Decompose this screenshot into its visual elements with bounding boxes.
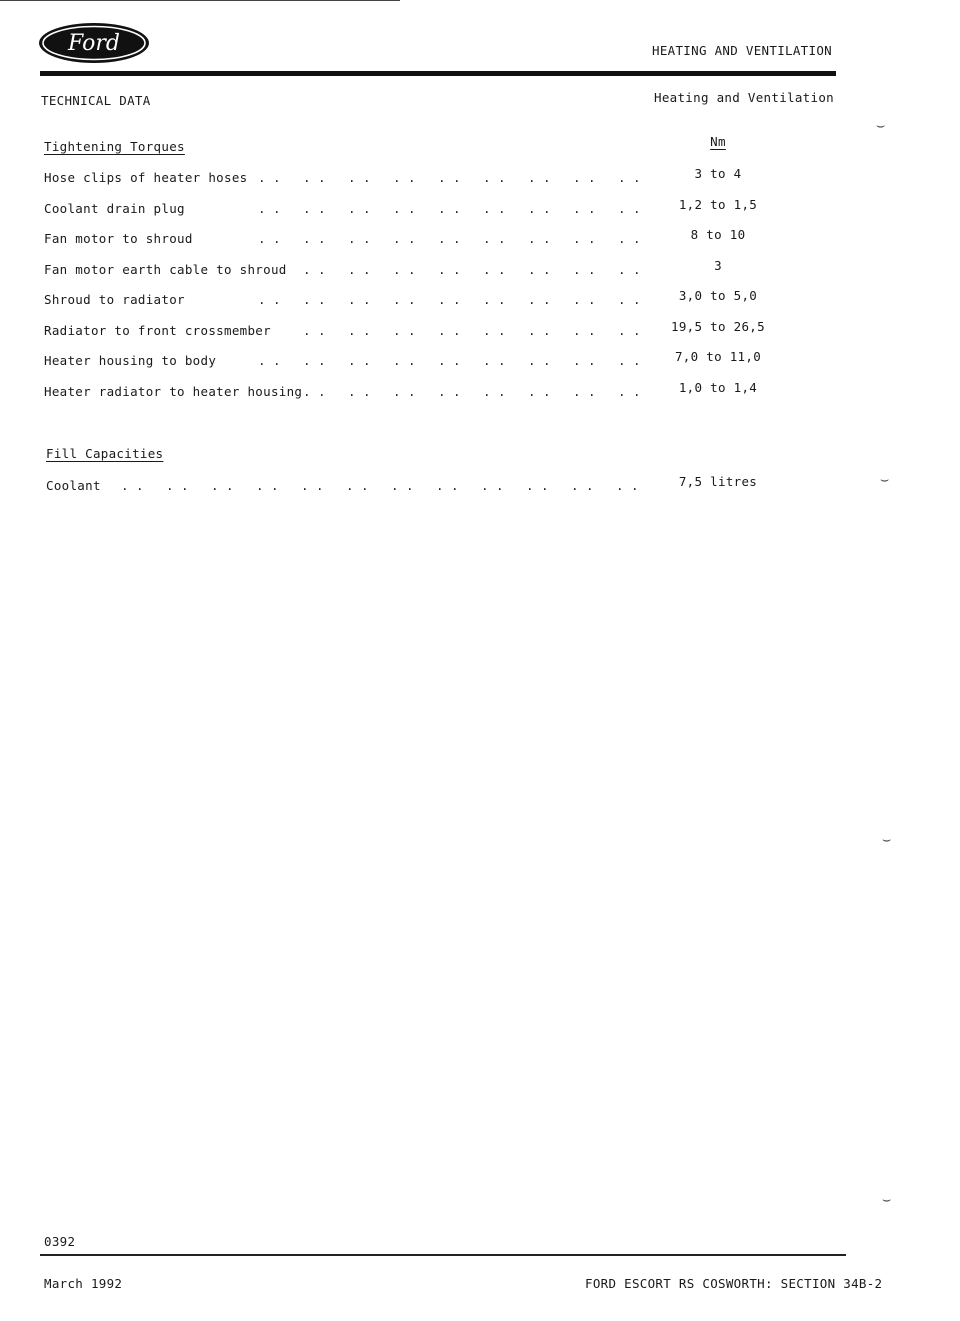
torque-value: 1,2 to 1,5 (678, 196, 758, 212)
leader-dots: . . (121, 478, 144, 493)
leader-dots: . . (528, 261, 551, 277)
leader-dots: . . (528, 200, 551, 216)
leader-dots: . . (348, 170, 371, 185)
leader-dots: . . (346, 478, 369, 493)
torque-label: Shroud to radiator (44, 292, 185, 307)
torque-label: Heater radiator to heater housing (44, 383, 303, 399)
fill-value: 7,5 litres (678, 474, 758, 489)
leader-dots: . . (481, 478, 504, 493)
page-code: 0392 (44, 1234, 76, 1249)
section-title: HEATING AND VENTILATION (652, 43, 832, 58)
leader-dots: . . (573, 322, 596, 338)
torque-value: 7,0 to 11,0 (674, 349, 762, 364)
leader-dots: . . (528, 353, 551, 368)
leader-dots: . . (258, 292, 281, 307)
leader-dots: . . (303, 200, 326, 216)
leader-dots: . . (618, 383, 641, 399)
leader-dots: . . (303, 170, 326, 185)
leader-dots: . . (391, 478, 414, 493)
leader-dots: . . (348, 261, 371, 277)
margin-tick-icon: ⌣ (876, 118, 886, 134)
leader-dots: . . (528, 292, 551, 307)
leader-dots: . . (438, 261, 461, 277)
leader-dots: . . (438, 353, 461, 368)
leader-dots: . . (438, 231, 461, 246)
leader-dots: . . (211, 478, 234, 493)
leader-dots: . . (483, 292, 506, 307)
leader-dots: . . (303, 231, 326, 246)
leader-dots: . . (303, 383, 326, 399)
chapter-label: Heating and Ventilation (654, 90, 834, 105)
torque-label: Radiator to front crossmember (44, 322, 271, 338)
leader-dots: . . (438, 200, 461, 216)
leader-dots: . . (573, 292, 596, 307)
leader-dots: . . (393, 261, 416, 277)
fill-heading: Fill Capacities (46, 446, 164, 461)
leader-dots: . . (483, 322, 506, 338)
leader-dots: . . (618, 261, 641, 277)
leader-dots: . . (571, 478, 594, 493)
leader-dots: . . (258, 170, 281, 185)
technical-data-label: TECHNICAL DATA (41, 93, 151, 108)
leader-dots: . . (528, 322, 551, 338)
torque-label: Coolant drain plug (44, 200, 185, 216)
leader-dots: . . (303, 292, 326, 307)
leader-dots: . . (303, 322, 326, 338)
torque-value: 3,0 to 5,0 (678, 288, 758, 303)
torque-label: Fan motor earth cable to shroud (44, 261, 287, 277)
leader-dots: . . (393, 383, 416, 399)
footer-rule (40, 1254, 846, 1256)
header-rule (40, 71, 836, 76)
leader-dots: . . (438, 322, 461, 338)
leader-dots: . . (438, 292, 461, 307)
leader-dots: . . (573, 383, 596, 399)
leader-dots: . . (301, 478, 324, 493)
unit-label: Nm (710, 134, 726, 149)
leader-dots: . . (166, 478, 189, 493)
leader-dots: . . (483, 231, 506, 246)
torque-value: 3 to 4 (694, 166, 742, 181)
leader-dots: . . (348, 231, 371, 246)
torque-label: Heater housing to body (44, 353, 217, 368)
leader-dots: . . (436, 478, 459, 493)
top-edge-line (0, 0, 400, 1)
leader-dots: . . (393, 170, 416, 185)
margin-tick-icon: ⌣ (880, 472, 890, 488)
leader-dots: . . (393, 200, 416, 216)
leader-dots: . . (616, 478, 639, 493)
leader-dots: . . (438, 170, 461, 185)
leader-dots: . . (483, 353, 506, 368)
margin-tick-icon: ⌣ (882, 1192, 892, 1208)
leader-dots: . . (618, 322, 641, 338)
leader-dots: . . (483, 261, 506, 277)
leader-dots: . . (393, 292, 416, 307)
logo-wordmark: Ford (68, 31, 120, 56)
footer-date: March 1992 (44, 1276, 123, 1291)
leader-dots: . . (303, 353, 326, 368)
leader-dots: . . (573, 200, 596, 216)
leader-dots: . . (256, 478, 279, 493)
leader-dots: . . (483, 170, 506, 185)
leader-dots: . . (348, 322, 371, 338)
leader-dots: . . (573, 170, 596, 185)
leader-dots: . . (258, 353, 281, 368)
leader-dots: . . (348, 292, 371, 307)
footer-reference: FORD ESCORT RS COSWORTH: SECTION 34B-2 (585, 1276, 883, 1291)
leader-dots: . . (573, 353, 596, 368)
fill-label: Coolant (46, 478, 101, 493)
torque-label: Fan motor to shroud (44, 231, 193, 246)
leader-dots: . . (348, 353, 371, 368)
leader-dots: . . (573, 261, 596, 277)
torque-value: 3 (714, 257, 722, 273)
ford-logo (38, 22, 150, 64)
torques-heading: Tightening Torques (44, 139, 185, 154)
leader-dots: . . (618, 231, 641, 246)
leader-dots: . . (528, 170, 551, 185)
leader-dots: . . (573, 231, 596, 246)
leader-dots: . . (348, 383, 371, 399)
leader-dots: . . (618, 353, 641, 368)
leader-dots: . . (303, 261, 326, 277)
leader-dots: . . (393, 322, 416, 338)
leader-dots: . . (528, 383, 551, 399)
leader-dots: . . (258, 200, 281, 216)
leader-dots: . . (483, 383, 506, 399)
leader-dots: . . (393, 231, 416, 246)
torque-value: 19,5 to 26,5 (671, 318, 765, 334)
leader-dots: . . (258, 231, 281, 246)
ford-oval-icon (38, 22, 150, 64)
torque-value: 1,0 to 1,4 (678, 379, 758, 395)
leader-dots: . . (393, 353, 416, 368)
torque-label: Hose clips of heater hoses (44, 170, 248, 185)
leader-dots: . . (618, 292, 641, 307)
leader-dots: . . (483, 200, 506, 216)
margin-tick-icon: ⌣ (882, 832, 892, 848)
leader-dots: . . (526, 478, 549, 493)
leader-dots: . . (618, 200, 641, 216)
leader-dots: . . (528, 231, 551, 246)
leader-dots: . . (348, 200, 371, 216)
torque-value: 8 to 10 (690, 227, 746, 242)
leader-dots: . . (438, 383, 461, 399)
leader-dots: . . (618, 170, 641, 185)
